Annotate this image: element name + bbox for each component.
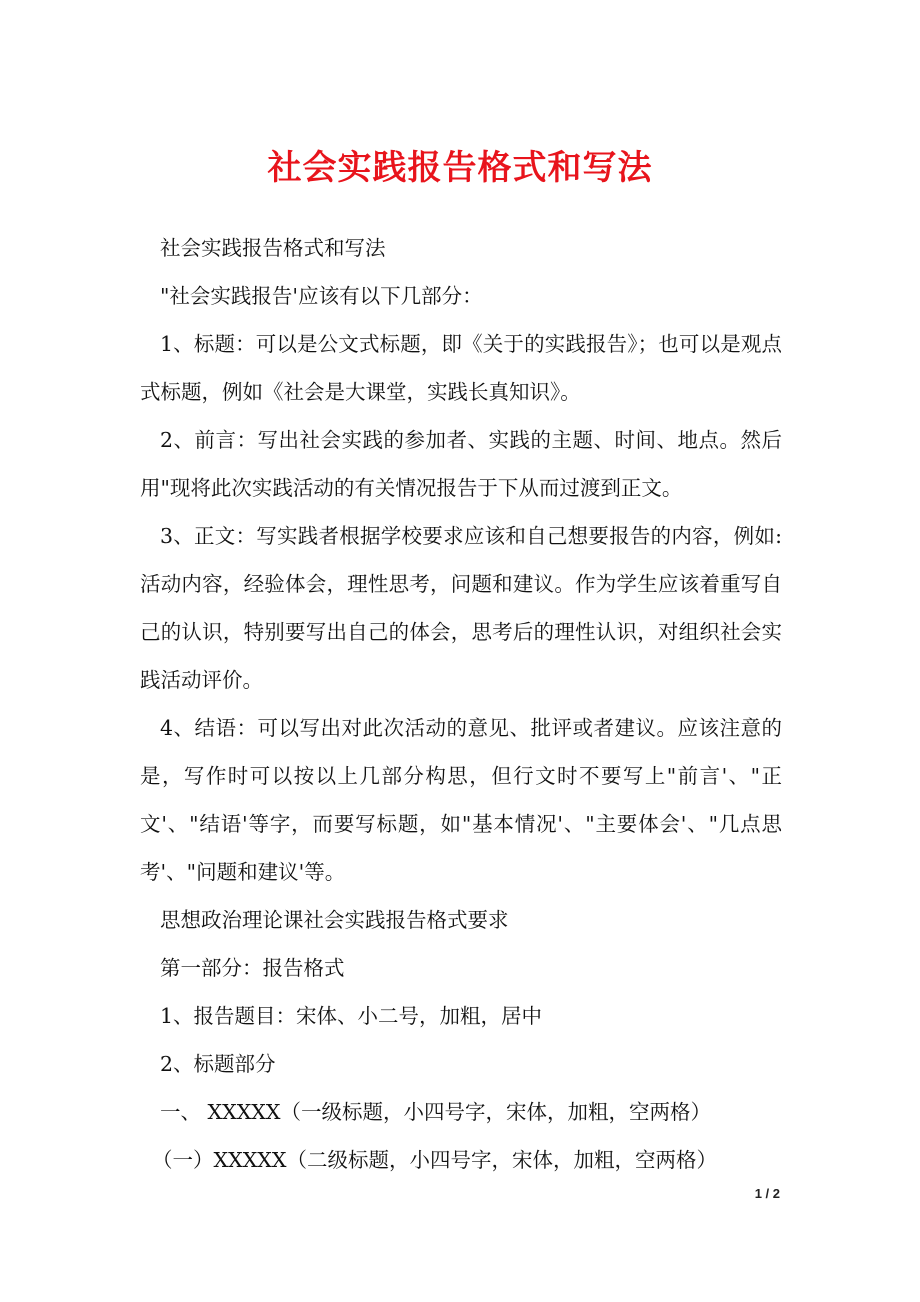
- paragraph-intro: "社会实践报告'应该有以下几部分：: [160, 284, 483, 308]
- paragraph-level-one-heading: 一、 XXXXX（一级标题，小四号字，宋体，加粗，空两格）: [160, 1100, 711, 1124]
- paragraph-preface-section: 2、前言：写出社会实践的参加者、实践的主题、时间、地点。然后用"现将此次实践活动的有关情况报告于下从而过渡到正文。: [140, 428, 782, 500]
- paragraph-heading-part: 2、标题部分: [160, 1052, 276, 1076]
- paragraph-report-title-format: 1、报告题目：宋体、小二号，加粗，居中: [160, 1004, 543, 1028]
- document-body: [140, 224, 782, 1184]
- paragraph-part-one: 第一部分：报告格式: [160, 956, 345, 980]
- paragraph-requirements-heading: 思想政治理论课社会实践报告格式要求: [160, 908, 509, 932]
- document-title: 社会实践报告格式和写法: [267, 148, 653, 188]
- paragraph-body-section: 3、正文：写实践者根据学校要求应该和自己想要报告的内容，例如:活动内容，经验体会，理性思考，问题和建议。作为学生应该着重写自己的认识，特别要写出自己的体会，思考后的理性认识，对组织社会实践活动评价。: [140, 524, 782, 692]
- paragraph-subtitle: 社会实践报告格式和写法: [160, 236, 386, 260]
- page-number: 1 / 2: [754, 1186, 780, 1201]
- paragraph-level-two-heading: （一）XXXXX（二级标题，小四号字，宋体，加粗，空两格）: [152, 1148, 717, 1172]
- paragraph-title-section: 1、标题：可以是公文式标题，即《关于的实践报告》；也可以是观点式标题，例如《社会是大课堂，实践长真知识》。: [140, 332, 782, 404]
- paragraph-conclusion-section: 4、结语：可以写出对此次活动的意见、批评或者建议。应该注意的是，写作时可以按以上几部分构思，但行文时不要写上"前言'、"正文'、"结语'等字，而要写标题，如"基本情况'、"主要体会'、"几点思考'、"问题和建议'等。: [140, 716, 782, 884]
